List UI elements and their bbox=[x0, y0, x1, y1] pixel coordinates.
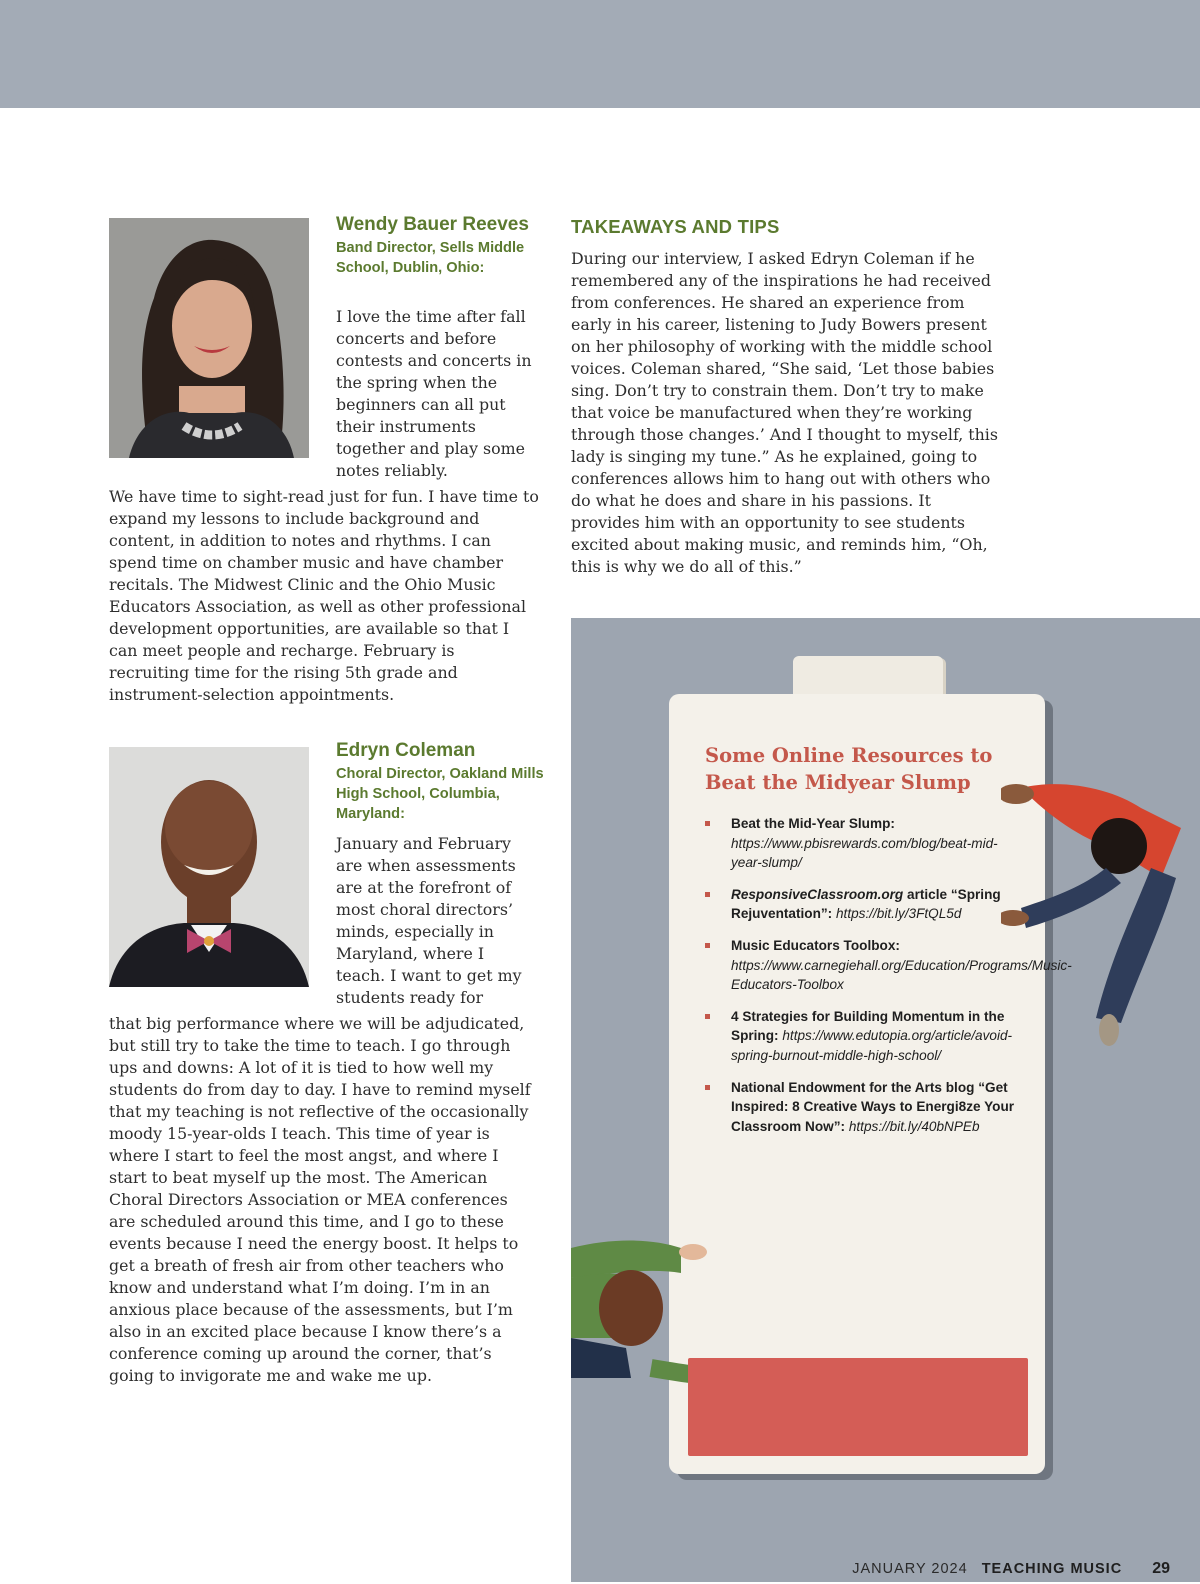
bullet-marker bbox=[705, 1014, 710, 1019]
profile-name: Wendy Bauer Reeves bbox=[336, 214, 529, 235]
resource-link[interactable]: https://www.pbisrewards.com/blog/beat-mid-year-slump/ bbox=[731, 835, 998, 871]
list-item bbox=[705, 936, 1072, 995]
resource-link[interactable]: https://www.carnegiehall.org/Education/Programs/Music-Educators-Toolbox bbox=[731, 957, 1072, 993]
profile-quote-indent: I love the time after fall concerts and before contests and concerts in the spring when the beginners can all put their instruments together and play some notes reliably. bbox=[336, 307, 532, 480]
resource-link[interactable]: https://bit.ly/40bNPEb bbox=[848, 1118, 980, 1134]
page-number: 29 bbox=[1152, 1560, 1170, 1577]
resources-illustration bbox=[571, 618, 1200, 1582]
red-mat bbox=[688, 1358, 1028, 1456]
list-item bbox=[705, 1007, 1015, 1066]
resource-link[interactable]: https://bit.ly/3FtQL5d bbox=[835, 906, 962, 922]
section-heading: TAKEAWAYS AND TIPS bbox=[571, 216, 780, 237]
resource-label: National Endowment for the Arts blog “Get Inspired: 8 Creative Ways to Energi8ze Your Classroom Now”: bbox=[731, 1079, 1015, 1134]
student-figure-top bbox=[1001, 768, 1200, 1058]
profile-title: Band Director, Sells Middle School, Dublin, Ohio: bbox=[336, 240, 525, 276]
resource-label: Music Educators Toolbox: bbox=[731, 937, 900, 953]
resource-label-suffix: article “Spring Rejuventation”: bbox=[731, 886, 1001, 922]
bullet-marker bbox=[705, 821, 710, 826]
list-item bbox=[705, 1078, 1015, 1137]
resources-heading: Some Online Resources to Beat the Midyear Slump bbox=[705, 744, 993, 794]
footer-magazine: TEACHING MUSIC bbox=[981, 1561, 1123, 1577]
bullet-marker bbox=[705, 1085, 710, 1090]
profile-title: Choral Director, Oakland Mills High School, Columbia, Maryland: bbox=[336, 766, 544, 822]
profile-name: Edryn Coleman bbox=[336, 740, 476, 761]
page-footer bbox=[852, 1560, 1170, 1584]
takeaways-body: During our interview, I asked Edryn Coleman if he remembered any of the inspirations he had received from conferences. He shared an experience from early in his career, listening to Judy Bowers present on her philosophy of working with the middle school voices. Coleman shared, “She said, ‘Let those babies sing. Don’t try to constrain them. Don’t try to make that voice be manufactured when they’re working through those changes.’ And I thought to myself, this lady is singing my tune.” As he explained, going to conferences allows him to hang out with others who do what he does and share in his passions. It provides him with an opportunity to see students excited about making music, and reminds him, “Oh, this is why we do all of this.” bbox=[571, 249, 998, 576]
profile-quote-indent: January and February are when assessments are at the forefront of most choral directors’ minds, especially in Maryland, where I teach. I want to get my students ready for bbox=[336, 834, 522, 1007]
footer-month: JANUARY 2024 bbox=[852, 1561, 968, 1577]
profile-quote-full: that big performance where we will be adjudicated, but still try to take the time to teach. I go through ups and downs: A lot of it is tied to how well my students do from day to day. I have to remind myself that my teaching is not reflective of the occasionally moody 15-year-olds I teach. This time of year is where I start to feel the most angst, and where I start to beat myself up the most. The American Choral Directors Association or MEA conferences are scheduled around this time, and I go to these events because I need the energy boost. It helps to get a breath of fresh air from other teachers who know and understand what I’m doing. I’m in an anxious place because of the assessments, but I’m also in an excited place because I know there’s a conference coming up around the corner, that’s going to invigorate me and wake me up. bbox=[109, 1014, 531, 1385]
resources-list bbox=[705, 814, 1072, 1148]
wendy-portrait-photo bbox=[109, 218, 309, 458]
bullet-marker bbox=[705, 892, 710, 897]
resource-label: Beat the Mid-Year Slump: bbox=[731, 816, 895, 831]
list-item bbox=[705, 885, 1015, 924]
list-item bbox=[705, 814, 1015, 873]
bullet-marker bbox=[705, 943, 710, 948]
resource-label: ResponsiveClassroom.org bbox=[731, 886, 904, 902]
resource-link[interactable]: https://www.edutopia.org/article/avoid-spring-burnout-middle-high-school/ bbox=[731, 1028, 1013, 1063]
header-band bbox=[0, 0, 1200, 108]
resource-label: 4 Strategies for Building Momentum in the Spring: bbox=[731, 1008, 1005, 1044]
profile-quote-full: We have time to sight-read just for fun. I have time to expand my lessons to include background and content, in addition to notes and rhythms. I can spend time on chamber music and have chamber recitals. The Midwest Clinic and the Ohio Music Educators Association, as well as other professional development opportunities, are available so that I can meet people and recharge. February is recruiting time for the rising 5th grade and instrument-selection appointments. bbox=[109, 487, 539, 704]
edryn-portrait-photo bbox=[109, 747, 309, 987]
